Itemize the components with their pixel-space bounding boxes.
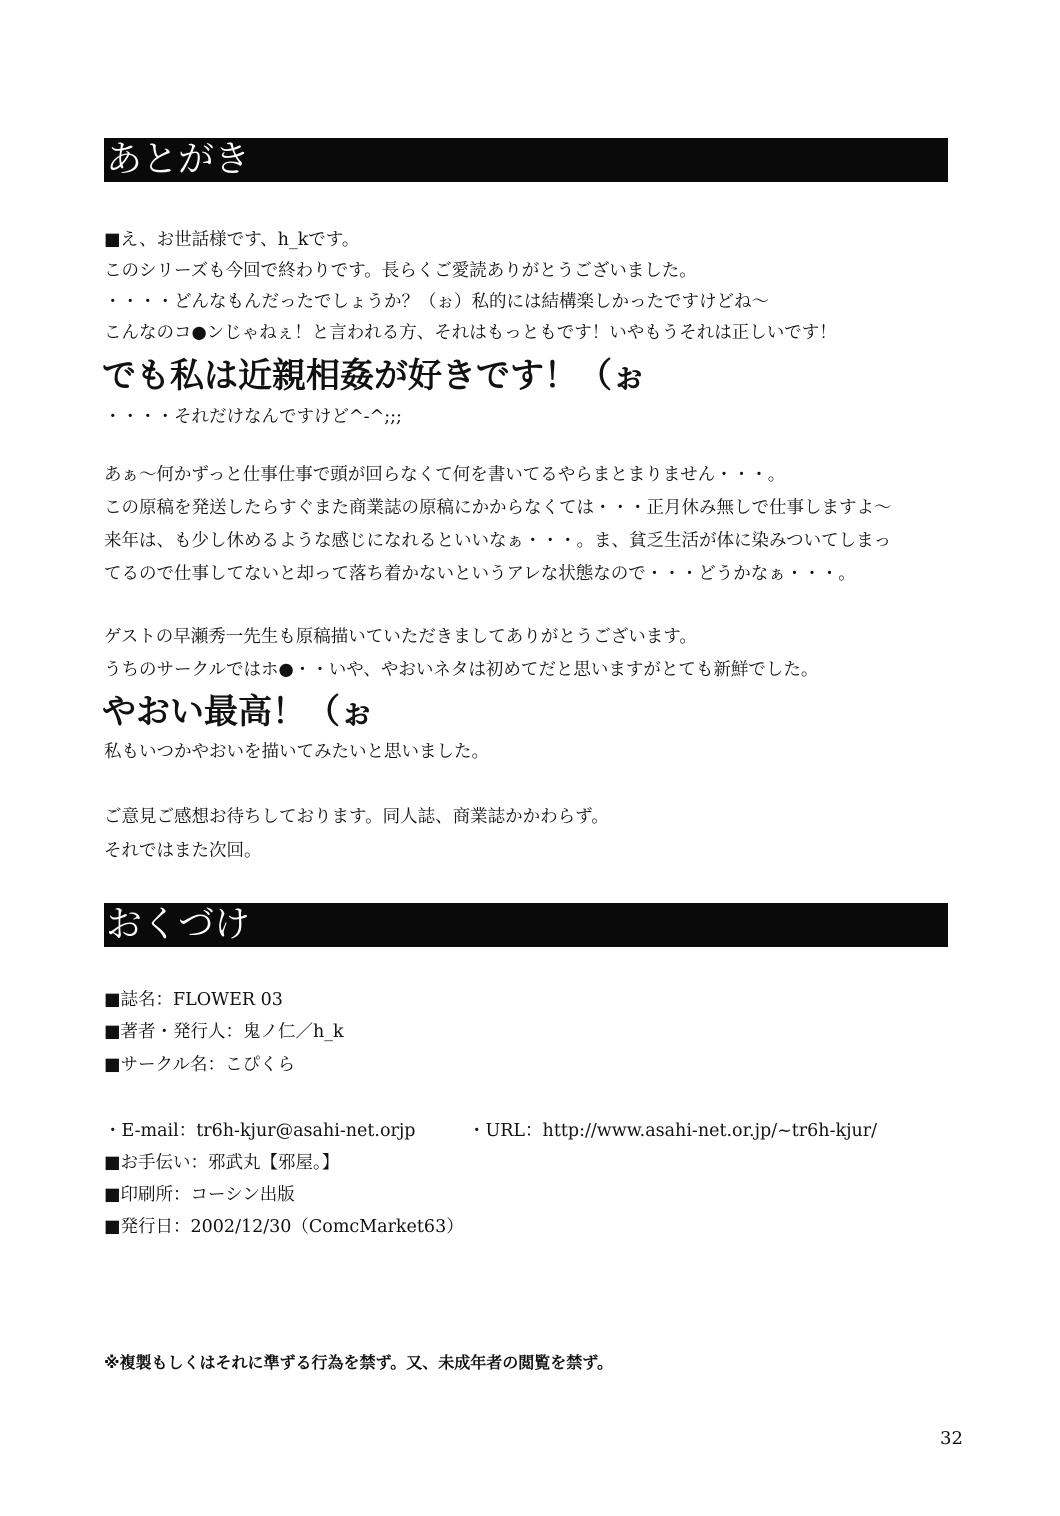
colophon-header [104, 903, 948, 947]
afterword-line: あぁ～何かずっと仕事仕事で頭が回らなくて何を書いてるやらまとまりません・・・。 [104, 465, 786, 485]
colophon-url: ・URL：http://www.asahi-net.or.jp/~tr6h-kjur/ [468, 1121, 878, 1141]
colophon-date: ■発行日：2002/12/30（ComcMarket63） [104, 1217, 464, 1237]
afterword-line: このシリーズも今回で終わりです。長らくご愛読ありがとうございました。 [104, 261, 697, 281]
afterword-line: ・・・・それだけなんですけど^-^;;; [104, 407, 402, 427]
copyright-notice: ※複製もしくはそれに準ずる行為を禁ず。又、未成年者の閲覧を禁ず。 [104, 1353, 613, 1372]
afterword-emphasis: やおい最高！（ぉ [102, 692, 374, 732]
colophon-title: ■誌名：FLOWER 03 [104, 990, 283, 1010]
afterword-line: この原稿を発送したらすぐまた商業誌の原稿にかからなくては・・・正月休み無しで仕事しますよ～ [104, 498, 892, 518]
afterword-emphasis: でも私は近親相姦が好きです！（ぉ [102, 356, 646, 396]
colophon-email: ・E-mail：tr6h-kjur@asahi-net.orjp [104, 1121, 416, 1141]
colophon-heading: おくづけ [106, 904, 251, 945]
colophon-circle: ■サークル名：こぴくら [104, 1055, 296, 1075]
afterword-header [104, 138, 948, 182]
colophon-author: ■著者・発行人：鬼ノ仁／h_k [104, 1022, 344, 1042]
afterword-line: 私もいつかやおいを描いてみたいと思いました。 [104, 742, 489, 762]
afterword-line: 来年は、も少し休めるような感じになれるといいなぁ・・・。ま、貧乏生活が体に染みついてしまっ [104, 531, 892, 551]
afterword-heading: あとがき [106, 139, 251, 180]
afterword-line: ■え、お世話様です、h_kです。 [104, 230, 360, 250]
afterword-line: てるので仕事してないと却って落ち着かないというアレな状態なので・・・どうかなぁ・・・。 [104, 564, 856, 584]
page-number: 32 [940, 1428, 963, 1449]
afterword-line: ・・・・どんなもんだったでしょうか？（ぉ）私的には結構楽しかったですけどね～ [104, 292, 769, 312]
afterword-line: ゲストの早瀬秀一先生も原稿描いていただきましてありがとうございます。 [104, 627, 697, 647]
colophon-assist: ■お手伝い：邪武丸【邪屋。】 [104, 1153, 340, 1173]
afterword-line: ご意見ご感想お待ちしております。同人誌、商業誌かかわらず。 [104, 807, 609, 827]
afterword-line: うちのサークルではホ●・・いや、やおいネタは初めてだと思いますがとても新鮮でした。 [104, 660, 819, 680]
afterword-line: こんなのコ●ンじゃねぇ！と言われる方、それはもっともです！いやもうそれは正しいです！ [104, 323, 837, 343]
afterword-line: それではまた次回。 [104, 841, 262, 861]
colophon-printer: ■印刷所：コーシン出版 [104, 1185, 295, 1205]
